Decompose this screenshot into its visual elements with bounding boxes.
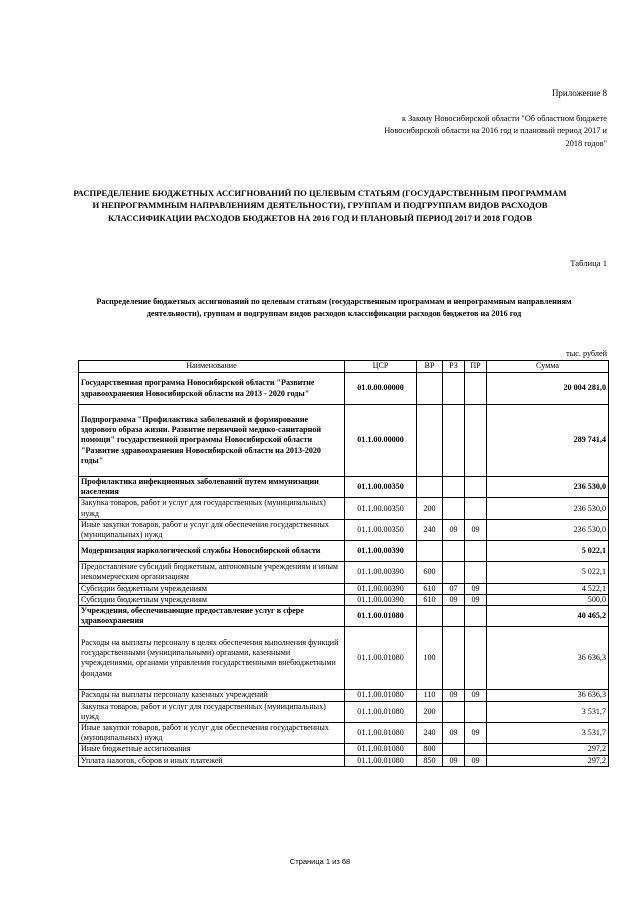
cell-name: Расходы на выплаты персоналу в целях обеспечения выполнения функций государственными (муниципальными) органами, казенными учреждениями, органами управления государственными внебюджетными фондами: [79, 627, 345, 690]
cell-rz: 09: [443, 723, 465, 744]
law-reference: к Закону Новосибирской области "Об областном бюджете Новосибирской области на 2016 год и плановый период 2017 и 2018 годов": [384, 114, 607, 148]
cell-csr: 01.1.00.00350: [345, 477, 417, 498]
table-row: [79, 583, 609, 594]
cell-sum: 3 531,7: [487, 723, 609, 744]
cell-sum: 500,0: [487, 594, 609, 605]
cell-csr: 01.1.00.00390: [345, 562, 417, 583]
cell-rz: [443, 373, 465, 405]
cell-pr: [465, 562, 487, 583]
cell-csr: 01.1.00.01080: [345, 606, 417, 627]
col-header-name: Наименование: [79, 361, 345, 373]
page-number: Страница 1 из 68: [289, 857, 351, 866]
cell-vr: [417, 606, 443, 627]
cell-name: Уплата налогов, сборов и иных платежей: [79, 755, 345, 766]
cell-csr: 01.1.00.01080: [345, 627, 417, 690]
cell-pr: [465, 744, 487, 755]
cell-sum: 236 530,0: [487, 498, 609, 519]
table-row: [79, 405, 609, 477]
cell-sum: 20 004 281,0: [487, 373, 609, 405]
cell-pr: 09: [465, 723, 487, 744]
cell-rz: [443, 701, 465, 722]
cell-name: Иные бюджетные ассигнования: [79, 744, 345, 755]
cell-pr: 09: [465, 755, 487, 766]
cell-vr: 610: [417, 583, 443, 594]
cell-name: Закупка товаров, работ и услуг для государственных (муниципальных) нужд: [79, 701, 345, 722]
cell-vr: 100: [417, 627, 443, 690]
cell-rz: [443, 627, 465, 690]
cell-pr: 09: [465, 583, 487, 594]
cell-csr: 01.1.00.00000: [345, 405, 417, 477]
col-header-vr: ВР: [417, 361, 443, 373]
cell-vr: 800: [417, 744, 443, 755]
cell-pr: 09: [465, 594, 487, 605]
cell-csr: 01.1.00.01080: [345, 690, 417, 701]
table-row: [79, 627, 609, 690]
col-header-rz: РЗ: [443, 361, 465, 373]
cell-sum: 5 022,1: [487, 562, 609, 583]
cell-vr: 600: [417, 562, 443, 583]
cell-pr: [465, 405, 487, 477]
table-row: [79, 498, 609, 519]
cell-name: Подпрограмма "Профилактика заболеваний и формирование здорового образа жизни. Развитие первичной медико-санитарной помощи" государственной программы Новосибирской области "Развитие здравоохранения Новосибирской области на 2013-2020 годы": [79, 405, 345, 477]
cell-name: Субсидии бюджетным учреждениям: [79, 594, 345, 605]
cell-vr: 240: [417, 723, 443, 744]
cell-vr: [417, 405, 443, 477]
cell-csr: 01.1.00.00390: [345, 594, 417, 605]
table-row: [79, 606, 609, 627]
cell-pr: [465, 541, 487, 562]
cell-sum: 297,2: [487, 744, 609, 755]
cell-vr: 200: [417, 701, 443, 722]
cell-rz: [443, 498, 465, 519]
table-row: [79, 744, 609, 755]
cell-csr: 01.1.00.00350: [345, 519, 417, 540]
cell-pr: 09: [465, 690, 487, 701]
cell-sum: 36 636,3: [487, 627, 609, 690]
cell-sum: 5 022,1: [487, 541, 609, 562]
cell-csr: 01.1.00.01080: [345, 701, 417, 722]
table-row: [79, 477, 609, 498]
budget-table: [78, 360, 609, 767]
cell-csr: 01.1.00.01080: [345, 723, 417, 744]
cell-sum: 236 530,0: [487, 519, 609, 540]
cell-name: Расходы на выплаты персоналу казенных учреждений: [79, 690, 345, 701]
cell-pr: [465, 373, 487, 405]
cell-rz: [443, 405, 465, 477]
cell-csr: 01.1.00.00390: [345, 541, 417, 562]
cell-name: Профилактика инфекционных заболеваний путем иммунизации населения: [79, 477, 345, 498]
table-row: [79, 519, 609, 540]
cell-sum: 297,2: [487, 755, 609, 766]
cell-name: Закупка товаров, работ и услуг для государственных (муниципальных) нужд: [79, 498, 345, 519]
cell-pr: [465, 701, 487, 722]
cell-rz: [443, 744, 465, 755]
cell-rz: [443, 541, 465, 562]
appendix-label: Приложение 8: [551, 88, 607, 98]
cell-name: Учреждения, обеспечивающие предоставление услуг в сфере здравоохранения: [79, 606, 345, 627]
cell-name: Предоставление субсидий бюджетным, автономным учреждениям и иным некоммерческим организациям: [79, 562, 345, 583]
cell-csr: 01.1.00.01080: [345, 744, 417, 755]
cell-vr: [417, 541, 443, 562]
cell-rz: [443, 606, 465, 627]
cell-csr: 01.0.00.00000: [345, 373, 417, 405]
cell-vr: 850: [417, 755, 443, 766]
cell-rz: [443, 477, 465, 498]
cell-pr: [465, 627, 487, 690]
cell-sum: 40 465,2: [487, 606, 609, 627]
cell-sum: 3 531,7: [487, 701, 609, 722]
cell-sum: 4 522,1: [487, 583, 609, 594]
cell-name: Модернизация наркологической службы Новосибирской области: [79, 541, 345, 562]
table-header-row: [79, 361, 609, 373]
cell-rz: 09: [443, 755, 465, 766]
cell-vr: [417, 477, 443, 498]
cell-vr: [417, 373, 443, 405]
cell-csr: 01.1.00.01080: [345, 755, 417, 766]
cell-rz: 09: [443, 594, 465, 605]
col-header-pr: ПР: [465, 361, 487, 373]
cell-name: Государственная программа Новосибирской области "Развитие здравоохранения Новосибирской области на 2013 - 2020 годы": [79, 373, 345, 405]
table-row: [79, 562, 609, 583]
cell-vr: 610: [417, 594, 443, 605]
table-row: [79, 541, 609, 562]
cell-vr: 240: [417, 519, 443, 540]
cell-sum: 36 636,3: [487, 690, 609, 701]
cell-pr: [465, 498, 487, 519]
cell-rz: [443, 562, 465, 583]
table-row: [79, 723, 609, 744]
table-title: Распределение бюджетных ассигнований по целевым статьям (государственным программам и непрограммным направлениям деятельности), группам и подгруппам видов расходов классификации расходов бюджетов на 2016 год: [96, 297, 572, 319]
cell-pr: [465, 477, 487, 498]
table-number: Таблица 1: [570, 258, 607, 268]
units-label: тыс. рублей: [566, 349, 607, 358]
cell-csr: 01.1.00.00350: [345, 498, 417, 519]
cell-sum: 289 741,4: [487, 405, 609, 477]
cell-pr: [465, 606, 487, 627]
col-header-csr: ЦСР: [345, 361, 417, 373]
cell-rz: 07: [443, 583, 465, 594]
cell-name: Иные закупки товаров, работ и услуг для обеспечения государственных (муниципальных) нужд: [79, 519, 345, 540]
cell-vr: 110: [417, 690, 443, 701]
cell-csr: 01.1.00.00390: [345, 583, 417, 594]
cell-sum: 236 530,0: [487, 477, 609, 498]
cell-name: Субсидии бюджетным учреждениям: [79, 583, 345, 594]
cell-rz: 09: [443, 690, 465, 701]
document-title: РАСПРЕДЕЛЕНИЕ БЮДЖЕТНЫХ АССИГНОВАНИЙ ПО ЦЕЛЕВЫМ СТАТЬЯМ (ГОСУДАРСТВЕННЫМ ПРОГРАММАМ И НЕПРОГРАММНЫМ НАПРАВЛЕНИЯМ ДЕЯТЕЛЬНОСТИ), ГРУППАМ И ПОДГРУППАМ ВИДОВ РАСХОДОВ КЛАССИФИКАЦИИ РАСХОДОВ БЮДЖЕТОВ НА 2016 ГОД И ПЛАНОВЫЙ ПЕРИОД 2017 И 2018 ГОДОВ: [73, 188, 567, 223]
cell-vr: 200: [417, 498, 443, 519]
table-row: [79, 690, 609, 701]
table-row: [79, 755, 609, 766]
col-header-sum: Сумма: [487, 361, 609, 373]
table-row: [79, 594, 609, 605]
table-row: [79, 373, 609, 405]
cell-name: Иные закупки товаров, работ и услуг для обеспечения государственных (муниципальных) нужд: [79, 723, 345, 744]
cell-rz: 09: [443, 519, 465, 540]
table-row: [79, 701, 609, 722]
cell-pr: 09: [465, 519, 487, 540]
